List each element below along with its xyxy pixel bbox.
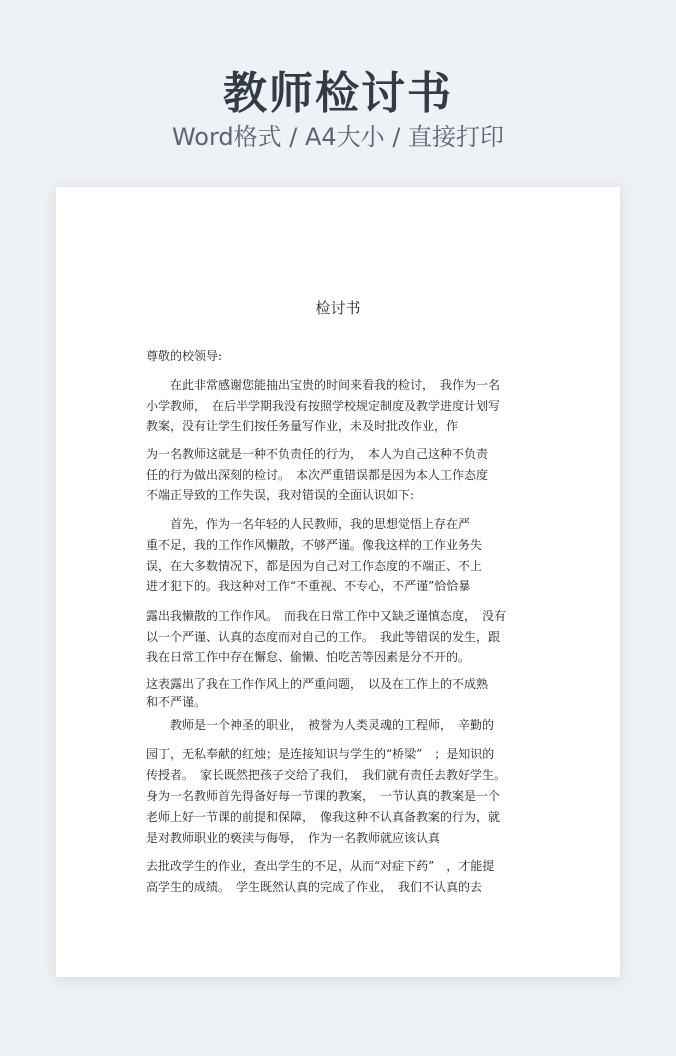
body-line: 以一个严谨、认真的态度而对自己的工作。 我此等错误的发生，跟 (146, 630, 501, 644)
body-line: 不端正导致的工作失误，我对错误的全面认识如下: (146, 488, 415, 502)
banner-title: 教师检讨书 (223, 68, 453, 119)
body-line: 为一名教师这就是一种不负责任的行为， 本人为自己这种不负责 (146, 447, 489, 461)
body-line: 和不严谨。 (146, 695, 207, 709)
body-line: 小学教师， 在后半学期我没有按照学校规定制度及教学进度计划写 (146, 399, 501, 413)
body-line: 园丁，无私奉献的红烛；是连接知识与学生的“桥梁” ；是知识的 (146, 747, 495, 761)
body-line: 教案，没有让学生们按任务量写作业，未及时批改作业，作 (146, 419, 459, 433)
banner-subtitle: Word格式 / A4大小 / 直接打印 (171, 123, 505, 151)
body-line: 传授者。 家长既然把孩子交给了我们， 我们就有责任去教好学生。 (146, 768, 507, 782)
body-line: 任的行为做出深刻的检讨。 本次严重错误都是因为本人工作态度 (146, 468, 489, 482)
body-line: 高学生的成绩。 学生既然认真的完成了作业， 我们不认真的去 (146, 880, 483, 894)
body-line: 进才犯下的。我这种对工作“不重视、不专心，不严谨”恰恰暴 (146, 579, 471, 593)
document-greeting: 尊敬的校领导: (146, 349, 223, 363)
body-line: 这表露出了我在工作作风上的严重问题， 以及在工作上的不成熟 (146, 677, 489, 691)
body-line: 重不足，我的工作作风懒散，不够严谨。像我这样的工作业务失 (146, 538, 483, 552)
body-line: 误，在大多数情况下，都是因为自己对工作态度的不端正、不上 (146, 559, 483, 573)
body-line: 在此非常感谢您能抽出宝贵的时间来看我的检讨， 我作为一名 (146, 378, 501, 392)
body-line: 首先，作为一名年轻的人民教师，我的思想觉悟上存在严 (146, 517, 471, 531)
body-line: 教师是一个神圣的职业， 被誉为人类灵魂的工程师， 辛勤的 (146, 718, 495, 732)
document-page (56, 187, 620, 977)
body-line: 去批改学生的作业，查出学生的不足，从而“对症下药” ，才能提 (146, 859, 495, 873)
body-line: 是对教师职业的亵渎与侮辱， 作为一名教师就应该认真 (146, 831, 441, 845)
body-line: 我在日常工作中存在懈怠、偷懒、怕吃苦等因素是分不开的。 (146, 650, 471, 664)
document-title: 检讨书 (315, 299, 361, 317)
body-line: 老师上好一节课的前提和保障， 像我这种不认真备教案的行为，就 (146, 810, 501, 824)
body-line: 身为一名教师首先得备好每一节课的教案， 一节认真的教案是一个 (146, 789, 501, 803)
body-line: 露出我懒散的工作作风。 而我在日常工作中又缺乏谨慎态度， 没有 (146, 609, 507, 623)
